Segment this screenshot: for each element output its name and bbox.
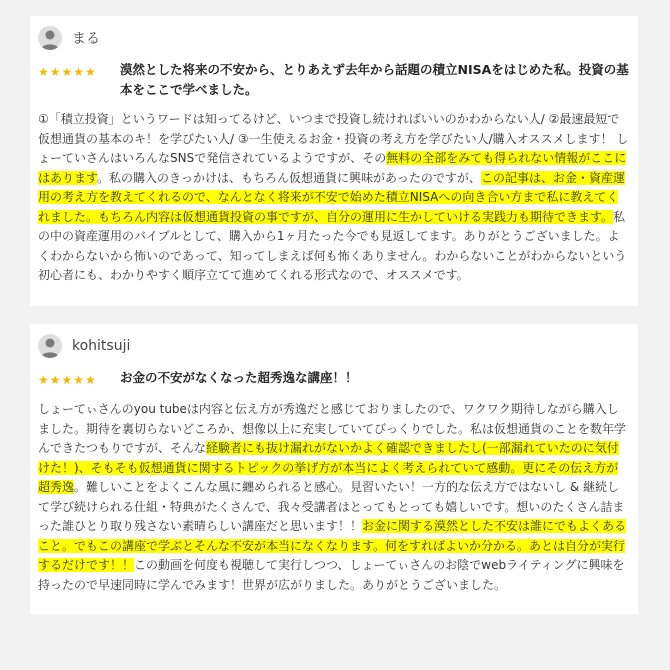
review-text-highlighted: 無料の全部をみても得られない情報がここにはあります xyxy=(38,151,627,185)
reviewer-row xyxy=(38,332,630,360)
review-text: 。難しいことをよくこんな風に纏められると感心。見習いたい！一方的な伝え方ではないし & 継続して学び続けられる仕組・特典がたくさんで、我々受講者はとってもとっても嬉しいです。想いのたくさん詰まった誰ひとり取り残さない素晴らしい講座だと思います！！ xyxy=(38,480,625,533)
review-text-highlighted: 経験者にも抜け漏れがないかよく確認できましたし(一部漏れていたのに気付けた！)、そもそも仮想通貨に関するトピックの挙げ方が本当によく考えられていて感動。更にその伝え方が超秀逸 xyxy=(38,441,619,494)
review-title: 漠然とした将来の不安から、とりあえず去年から話題の積立NISAをはじめた私。投資の基本をここで学べました。 xyxy=(120,62,629,97)
review-card xyxy=(30,324,638,614)
reviewer-name: まる xyxy=(72,31,100,47)
star-rating-icon: ★★★★★ xyxy=(38,373,97,387)
user-avatar-icon xyxy=(38,26,62,50)
review-title-row xyxy=(38,60,630,100)
review-card xyxy=(30,16,638,306)
star-rating-icon: ★★★★★ xyxy=(38,65,97,79)
review-text-highlighted: この記事は、お金・資産運用の考え方を教えてくれるので、なんとなく将来が不安で始めた積立NISAへの向き合い方まで私に教えてくれました。もちろん内容は仮想通貨投資の事ですが、自分の運用に生かしていける実践力も期待できます。 xyxy=(38,170,625,224)
reviewer-row xyxy=(38,24,630,52)
review-body xyxy=(38,110,630,286)
review-text: この動画を何度も視聴して実行しつつ、しょーてぃさんのお陰でwebライティングに興味を持ったので早速同時に学んでみます！世界が広がりました。ありがとうございました。 xyxy=(38,558,625,592)
review-text: しょーてぃさんのyou tubeは内容と伝え方が秀逸だと感じておりましたので、ワクワク期待しながら購入しました。期待を裏切らないどころか、想像以上に充実していてびっくりでした。私は仮想通貨のことを数年学んできたつもりですが、そんな xyxy=(38,402,627,455)
user-avatar-icon xyxy=(38,334,62,358)
review-text: 私の中の資産運用のバイブルとして、購入から1ヶ月たった今でも見返してます。ありがとうございました。よくわからないから怖いのであって、知ってしまえば何も怖くありません。わからないことがわからないという初心者にも、わかりやすく順序立てて進めてくれる形式なので、オススメです。 xyxy=(38,209,627,282)
review-text: ①「積立投資」というワードは知ってるけど、いつまで投資し続ければいいのかわからない人/ ②最速最短で仮想通貨の基本のキ！を学びたい人/ ③一生使えるお金・投資の考え方を学びたい人/購入オススメします！ しょーていさんはいろんなSNSで発信されているようですが、その xyxy=(38,112,629,165)
review-title-row xyxy=(38,368,630,390)
review-title: お金の不安がなくなった超秀逸な講座！！ xyxy=(120,370,358,385)
reviewer-name: kohitsuji xyxy=(72,338,131,354)
review-text: 。私の購入のきっかけは、もちろん仮想通貨に興味があったのですが、 xyxy=(97,170,481,185)
review-body xyxy=(38,400,630,595)
review-text-highlighted: お金に関する漠然とした不安は誰にでもよくあること。でもこの講座で学ぶとそんな不安が本当になくなります。何をすればよいか分かる。あとは自分が実行するだけです！！ xyxy=(38,519,627,572)
